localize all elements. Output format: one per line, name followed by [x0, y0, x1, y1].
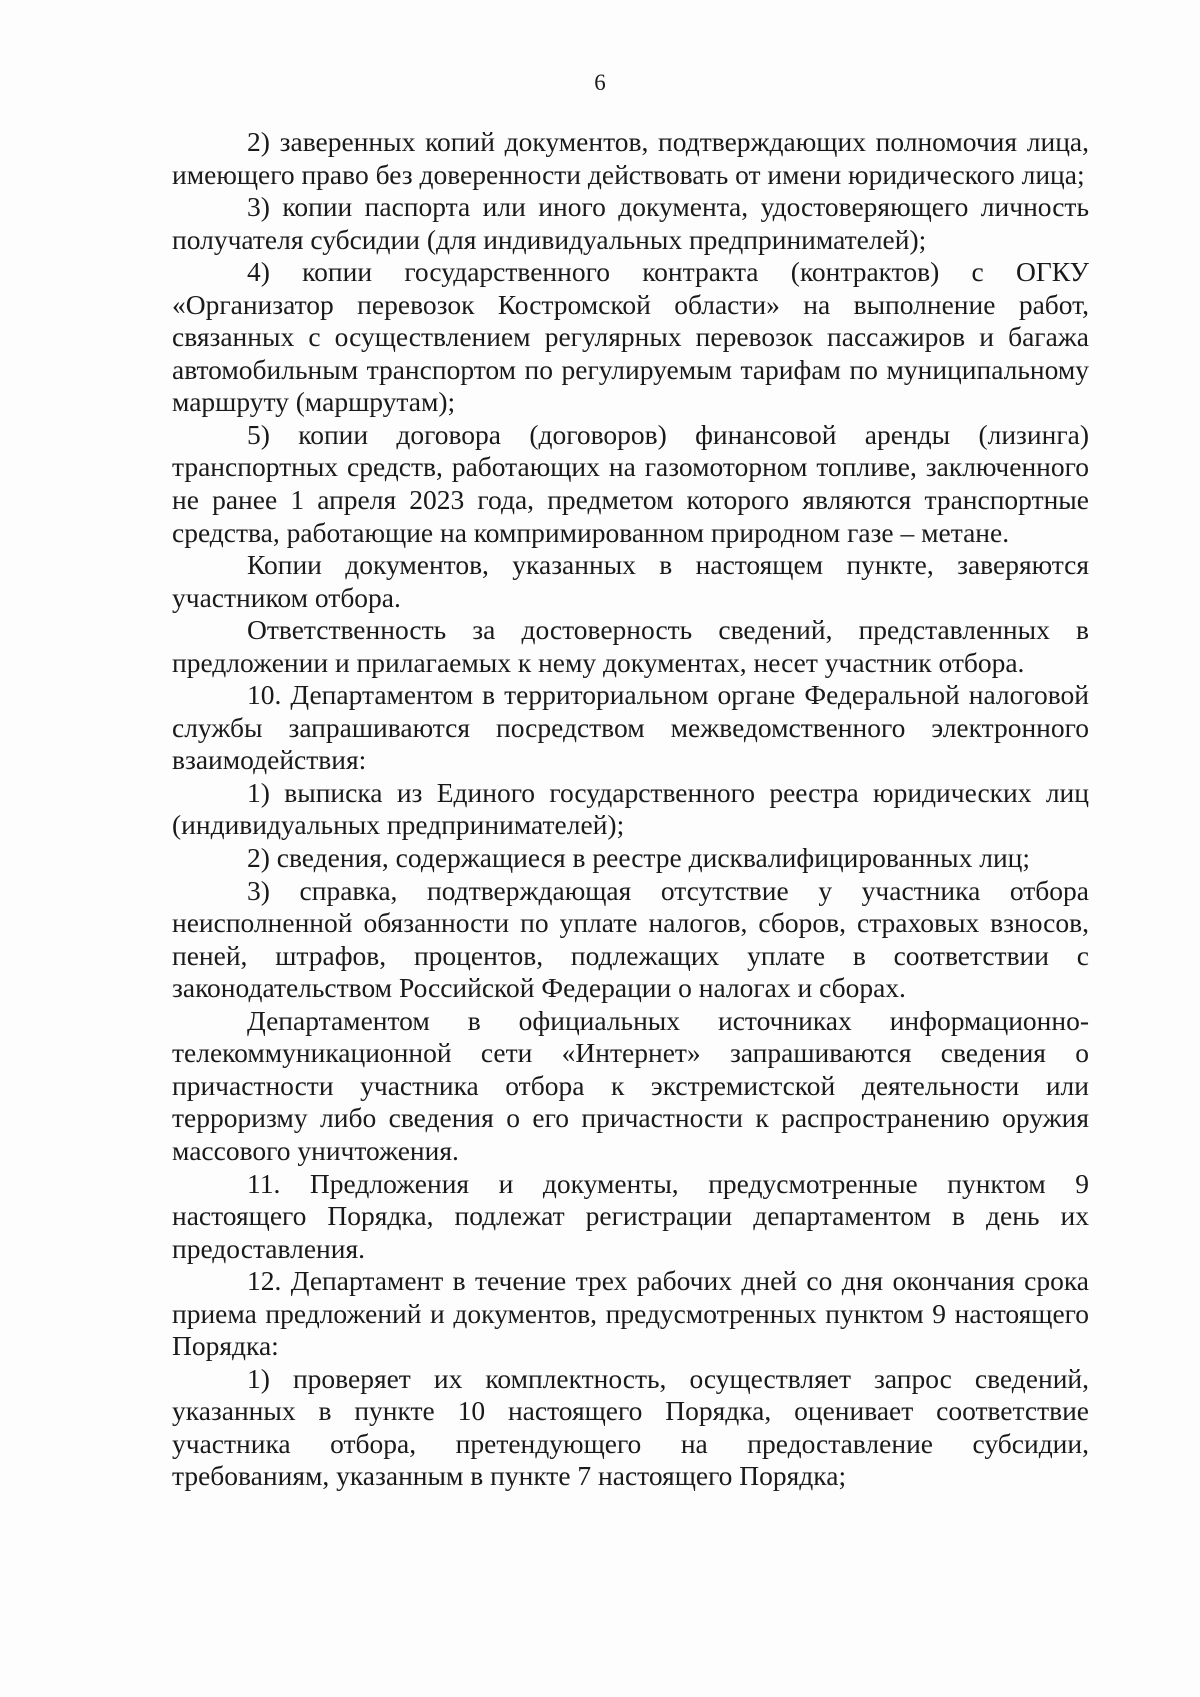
paragraph-item-2-certified-copies: 2) заверенных копий документов, подтверждающих полномочия лица, имеющего право без доверенности действовать от имени юридического лица;	[172, 126, 1089, 190]
paragraph-item-4-state-contract: 4) копии государственного контракта (контрактов) с ОГКУ «Организатор перевозок Костромской области» на выполнение работ, связанных с осуществлением регулярных перевозок пассажиров и багажа автомобильным транспортом по регулируемым тарифам по муниципальному маршруту (маршрутам);	[172, 256, 1089, 418]
paragraph-internet-sources: Департаментом в официальных источниках информационно-телекоммуникационной сети «Интернет» запрашиваются сведения о причастности участника отбора к экстремистской деятельности или терроризму либо сведения о его причастности к распространению оружия массового уничтожения.	[172, 1004, 1089, 1166]
document-body	[172, 126, 1089, 1493]
paragraph-item-5-leasing-agreement: 5) копии договора (договоров) финансовой аренды (лизинга) транспортных средств, работающих на газомоторном топливе, заключенного не ранее 1 апреля 2023 года, предметом которого являются транспортные средства, работающие на компримированном природном газе – метане.	[172, 418, 1089, 548]
paragraph-copies-certification: Копии документов, указанных в настоящем пункте, заверяются участником отбора.	[172, 549, 1089, 613]
paragraph-section-10: 10. Департаментом в территориальном органе Федеральной налоговой службы запрашиваются посредством межведомственного электронного взаимодействия:	[172, 679, 1089, 776]
paragraph-10-item-2: 2) сведения, содержащиеся в реестре дисквалифицированных лиц;	[247, 842, 1031, 874]
paragraph-12-item-1: 1) проверяет их комплектность, осуществляет запрос сведений, указанных в пункте 10 настоящего Порядка, оценивает соответствие участника отбора, претендующего на предоставление субсидии, требованиям, указанным в пункте 7 настоящего Порядка;	[172, 1362, 1089, 1492]
page-number: 6	[594, 70, 606, 95]
paragraph-section-11: 11. Предложения и документы, предусмотренные пунктом 9 настоящего Порядка, подлежат регистрации департаментом в день их предоставления.	[172, 1167, 1089, 1264]
paragraph-responsibility: Ответственность за достоверность сведений, представленных в предложении и прилагаемых к нему документах, несет участник отбора.	[172, 614, 1089, 678]
paragraph-item-3-passport-copy: 3) копии паспорта или иного документа, удостоверяющего личность получателя субсидии (для индивидуальных предпринимателей);	[172, 191, 1089, 255]
paragraph-10-item-3: 3) справка, подтверждающая отсутствие у участника отбора неисполненной обязанности по уплате налогов, сборов, страховых взносов, пеней, штрафов, процентов, подлежащих уплате в соответствии с законодательством Российской Федерации о налогах и сборах.	[172, 874, 1089, 1004]
paragraph-section-12: 12. Департамент в течение трех рабочих дней со дня окончания срока приема предложений и документов, предусмотренных пунктом 9 настоящего Порядка:	[172, 1265, 1089, 1362]
paragraph-10-item-1: 1) выписка из Единого государственного реестра юридических лиц (индивидуальных предпринимателей);	[172, 776, 1089, 841]
